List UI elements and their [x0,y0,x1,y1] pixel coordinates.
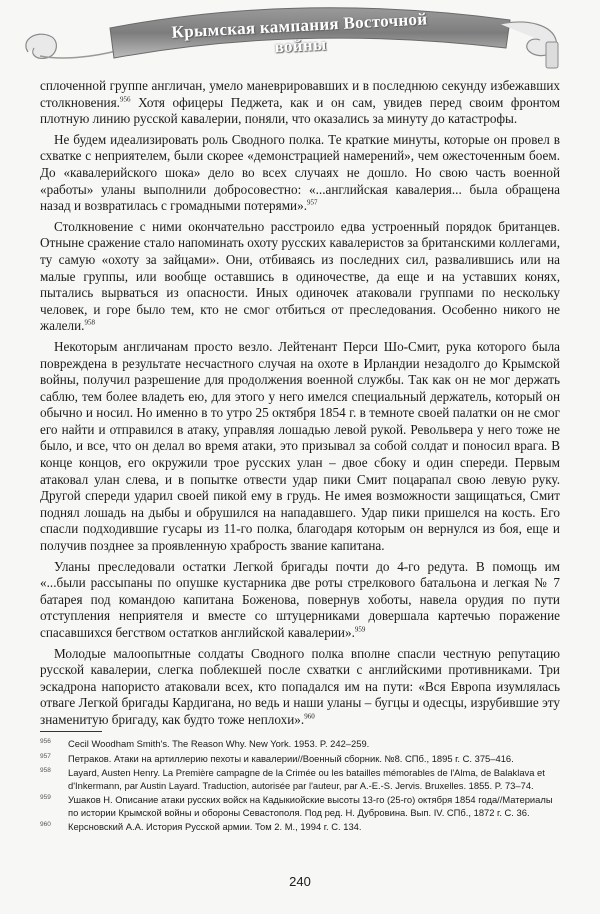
running-head-title: Крымская кампания Восточной войны [171,9,428,57]
footnote-number: 958 [40,767,51,774]
footnotes [40,738,560,836]
paragraph: Столкновение с ними окончательно расстроило едва устроенный порядок британцев. Отныне сражение стало напоминать охоту русских кавалеристов за британскими коллегами, ту самую «охоту за зайцами». Они, отбиваясь из последних сил, развалившись или на малые группы, или вообще оставшись в одиночестве, да еще и на уставших конях, пытались вырваться из опасности. Иных одиночек атаковали группами по нескольку человек, и горе было тем, кто не смог отбиться от преследования. Особенно никого не жалели.$^{958}$ [40,218,560,334]
main-text [40,78,560,733]
footnote-number: 957 [40,752,51,760]
paragraph: Не будем идеализировать роль Сводного полка. Те краткие минуты, которые он провел в схватке с неприятелем, были скорее «демонстрацией намерений», чем ожесточенным боем. До «кавалерийского шока» дело во всех случаях не дошло. Но свою часть военной «работы» уланы выполнили добросовестно: «...английская кавалерия... была обращена назад и возвратилась с громадными потерями».$^{957}$ [40,131,560,214]
footnote-ref: 956 [119,95,131,104]
paragraph: Некоторым англичанам просто везло. Лейтенант Перси Шо-Смит, рука которого была повреждена в результате несчастного случая на охоте в Ирландии незадолго до Крымской войны, получил разрешение для продолжения военной службы. Так как он не мог держать саблю, тем более владеть ею, для этого у него имелся специальный держатель, который он обычно и носил. Но именно в то утро 25 октября 1854 г. в темноте своей палатки он не смог его найти и отправился в атаку, управляя лошадью левой рукой. Револьвера у него тоже не было, и все, что он делал во время атаки, это призывал за собой солдат и поносил врага. В конце концов, его окружили трое русских улан – двое сбоку и один спереди. Первым атаковал улан слева, и в попытке отвести удар пики Смит поцарапал свою левую руку. Другой спереди ударил своей пикой ему в грудь. Не имея возможности защищаться, Смит поднял лошадь на дыбы и обрушился на нападавшего. Удар пики пришелся на кость. Его спасли подходившие гусары из 11-го полка, благодаря которым он вернулся из боя, еще и получив позднее за проявленную храбрость звание капитана. [40,338,560,554]
footnote: 959 Ушаков Н. Описание атаки русских войск на Кадыкиойские высоты 13-го (25-го) октября 1854 года//Материалы по истории Крымской войны и обороны Севастополя. Под ред. Н. Дубровина. Вып. IV. СПб., 1872 г. С. 36. [40,794,553,818]
footnote-number: 960 [40,821,51,828]
footnote-number: 956 [40,738,51,745]
footnote-divider [40,731,102,732]
footnote-number: 959 [40,794,51,801]
paragraph: Уланы преследовали остатки Легкой бригады почти до 4-го редута. В помощь им «...были рассыпаны по опушке кустарника две роты стрелкового батальона и легкая № 7 батарея под командою капитана Боженова, повернув хоботы, навела орудия по пути отступления неприятеля и вместе со штуцерниками довершала картечью поражение спасавшихся бегством остатков английской кавалерии».$^{959}$ [40,558,560,640]
paragraph: Молодые малоопытные солдаты Сводного полка вполне спасли честную репутацию русской кавалерии, слегка поблекшей после схватки с английскими противниками. Три эскадрона напористо атаковали всех, кто попадался им на пути: «Вся Европа изумлялась отваге Легкой бригады Кардигана, но ведь и наши уланы – бугцы и одесцы, изрубившие эту знаменитую бригаду, как будто тоже неплохи».$^{960}$ [40,645,560,727]
footnote: 958 Layard, Austen Henry. La Première campagne de la Crimée ou les batailles mémorables de l'Alma, de Balaklava et d'Inkermann, par Austin Layard. Traduction, autorisée par l'auteur, par A.-E.-S. Jervis. Bruxelles. 1855. P. 73–74. [40,767,545,791]
footnote-ref: 960 [304,712,315,721]
footnote: 957 Петраков. Атаки на артиллерию пехоты и кавалерии//Военный сборник. №8. СПб., 1895 г. С. 375–416. [40,752,514,764]
footnote-ref: 957 [307,198,318,207]
footnote-ref: 959 [354,625,366,634]
page-number: 240 [289,874,311,889]
page-header-banner [0,0,600,84]
paragraph: сплоченной группе англичан, умело маневрировавших и в последнюю секунду избежавших столкновения.$^{956}$ Хотя офицеры Педжета, как и он сам, увидев перед своим фронтом плотную линию русской кавалерии, поняли, что оказались за минуту до катастрофы. [40,78,560,127]
footnote-ref: 958 [84,318,95,327]
footnote: 956 Cecil Woodham Smith's. The Reason Why. New York. 1953. P. 242–259. [40,738,370,749]
footnote: 960 Керсновский А.А. История Русской армии. Том 2. М., 1994 г. С. 134. [40,821,362,832]
